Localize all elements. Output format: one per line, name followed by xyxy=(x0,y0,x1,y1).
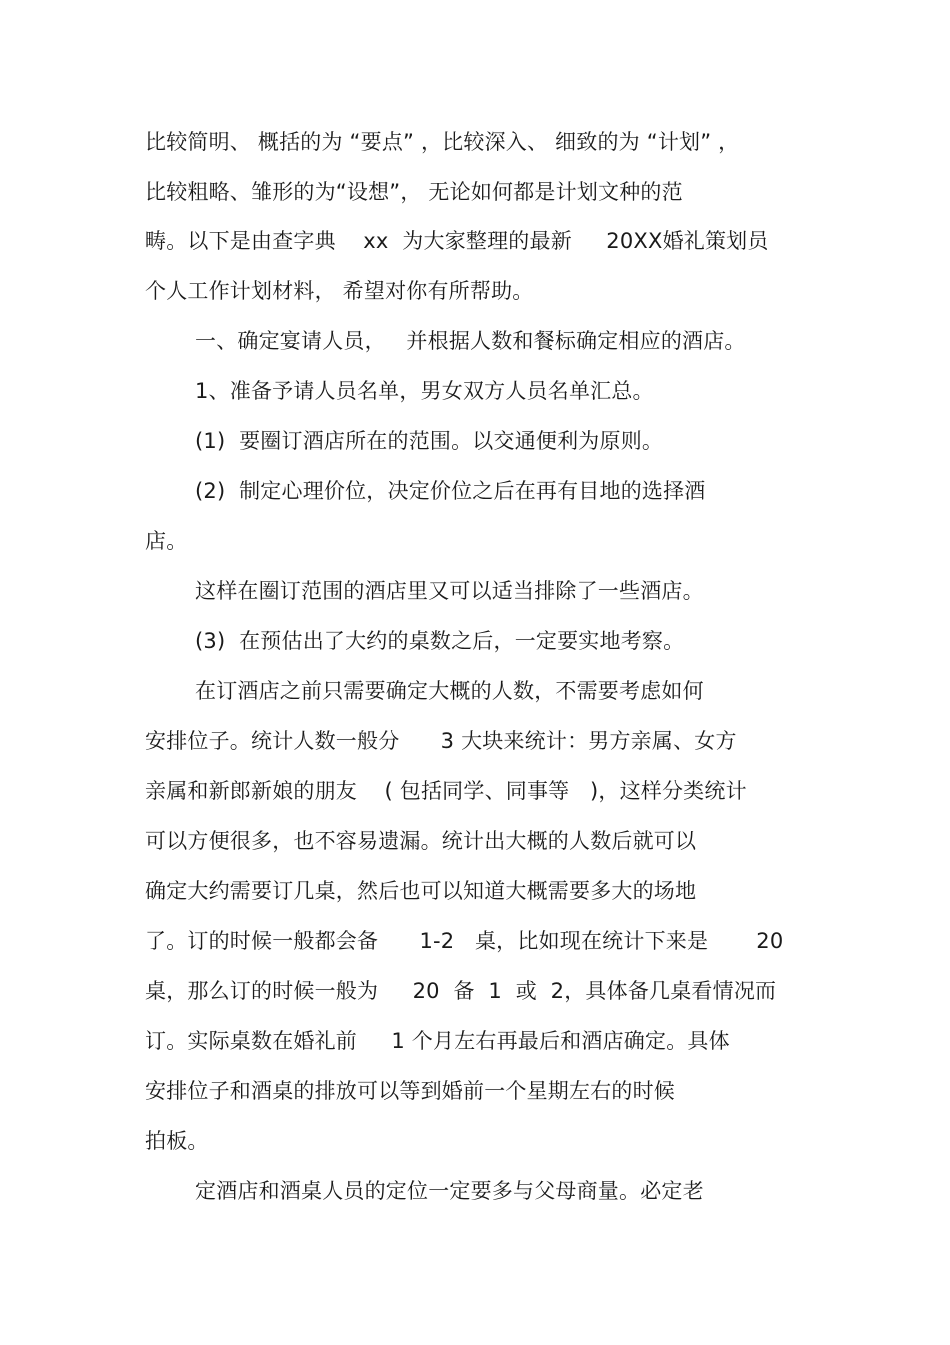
paragraph-line: 比较粗略、雏形的为“设想”， 无论如何都是计划文种的范 xyxy=(145,180,683,204)
sub-item: (3) 在预估出了大约的桌数之后，一定要实地考察。 xyxy=(195,629,685,653)
sub-item: (1) 要圈订酒店所在的范围。以交通便利为原则。 xyxy=(195,429,664,453)
paragraph-line: 桌，那么订的时候一般为 20 备 1 或 2，具体备几桌看情况而 xyxy=(145,979,777,1003)
paragraph-line: 畴。以下是由查字典 xx 为大家整理的最新 20XX婚礼策划员 xyxy=(145,229,769,253)
section-heading: 一、确定宴请人员， 并根据人数和餐标确定相应的酒店。 xyxy=(195,329,746,353)
paragraph-line: 安排位子和酒桌的排放可以等到婚前一个星期左右的时候 xyxy=(145,1079,675,1103)
paragraph-line: 个人工作计划材料， 希望对你有所帮助。 xyxy=(145,279,534,303)
paragraph-line: 了。订的时候一般都会备 1-2 桌，比如现在统计下来是 20 xyxy=(145,929,784,953)
paragraph-line: 安排位子。统计人数一般分 3 大块来统计：男方亲属、女方 xyxy=(145,729,737,753)
paragraph-line: 比较简明、 概括的为 “要点” ，比较深入、 细致的为 “计划” ， xyxy=(145,130,740,154)
paragraph-line: 亲属和新郎新娘的朋友 ( 包括同学、同事等 )，这样分类统计 xyxy=(145,779,747,803)
paragraph-line: 拍板。 xyxy=(145,1129,209,1153)
paragraph-line: 定酒店和酒桌人员的定位一定要多与父母商量。必定老 xyxy=(195,1179,704,1203)
paragraph-line: 这样在圈订范围的酒店里又可以适当排除了一些酒店。 xyxy=(195,579,704,603)
paragraph-line: 订。实际桌数在婚礼前 1 个月左右再最后和酒店确定。具体 xyxy=(145,1029,730,1053)
paragraph-line: 确定大约需要订几桌，然后也可以知道大概需要多大的场地 xyxy=(145,879,697,903)
numbered-item: 1、准备予请人员名单，男女双方人员名单汇总。 xyxy=(195,379,654,403)
paragraph-line: 在订酒店之前只需要确定大概的人数，不需要考虑如何 xyxy=(195,679,704,703)
paragraph-line: 店。 xyxy=(145,529,188,553)
sub-item: (2) 制定心理价位，决定价位之后在再有目地的选择酒 xyxy=(195,479,706,503)
paragraph-line: 可以方便很多，也不容易遗漏。统计出大概的人数后就可以 xyxy=(145,829,697,853)
